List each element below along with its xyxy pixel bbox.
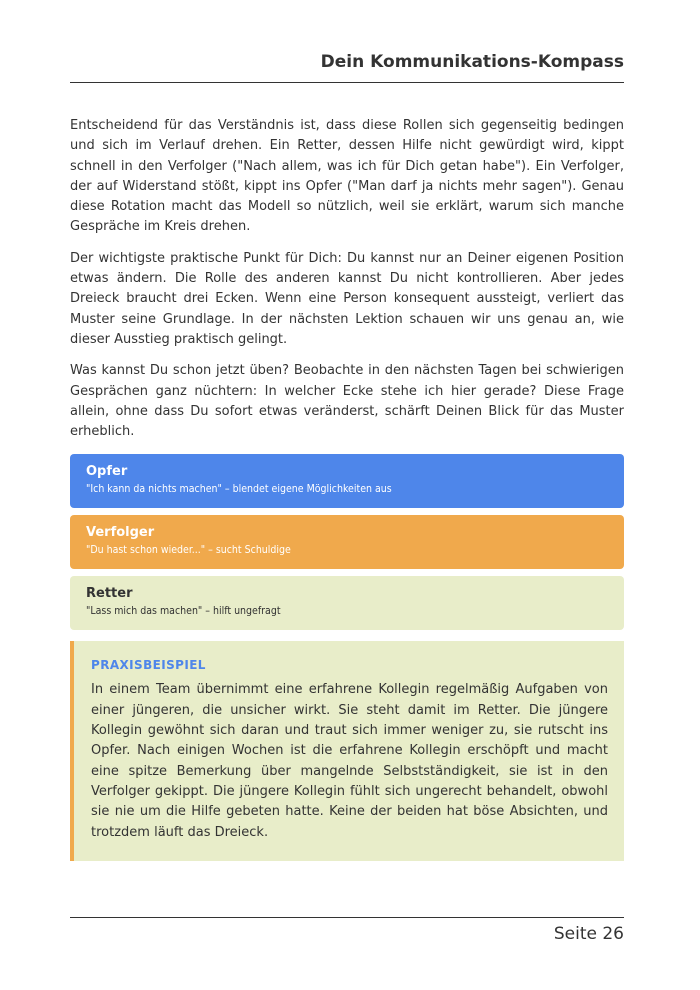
page-footer xyxy=(70,917,624,944)
body-paragraph: Der wichtigste praktische Punkt für Dich: Du kannst nur an Deiner eigenen Position etwas ändern. Die Rolle des anderen kannst Du nicht kontrollieren. Aber jedes Dreieck braucht drei Ecken. Wenn eine Person konsequent aussteigt, verliert das Muster seine Grundlage. In der nächsten Lektion schauen wir uns genau an, wie dieser Ausstieg praktisch gelingt. xyxy=(70,250,624,347)
role-description: "Lass mich das machen" – hilft ungefragt xyxy=(86,605,281,618)
role-card-retter xyxy=(70,576,624,630)
practice-label: PRAXISBEISPIEL xyxy=(91,658,206,673)
page-header xyxy=(70,50,624,83)
role-card-verfolger xyxy=(70,515,624,569)
page-number: Seite 26 xyxy=(553,924,624,944)
practice-text: In einem Team übernimmt eine erfahrene Kollegin regelmäßig Aufgaben von einer jüngeren, die unsicher wirkt. Sie steht damit im Retter. Die jüngere Kollegin gewöhnt sich daran und traut sich immer weniger zu, sie rutscht ins Opfer. Nach einigen Wochen ist die erfahrene Kollegin erschöpft und macht eine spitze Bemerkung über mangelnde Selbstständigkeit, sie ist in den Verfolger gekippt. Die jüngere Kollegin fühlt sich ungerecht behandelt, obwohl sie nie um die Hilfe gebeten hatte. Keine der beiden hat böse Absichten, und trotzdem läuft das Dreieck. xyxy=(91,682,608,840)
role-description: "Du hast schon wieder..." – sucht Schuldige xyxy=(86,544,291,557)
role-card-opfer xyxy=(70,454,624,508)
practice-example-box xyxy=(70,641,624,860)
document-title: Dein Kommunikations-Kompass xyxy=(320,52,624,72)
role-description: "Ich kann da nichts machen" – blendet eigene Möglichkeiten aus xyxy=(86,483,392,496)
page-content xyxy=(70,116,624,861)
body-paragraph: Was kannst Du schon jetzt üben? Beobachte in den nächsten Tagen bei schwierigen Gesprächen ganz nüchtern: In welcher Ecke stehe ich hier gerade? Diese Frage allein, ohne dass Du sofort etwas veränderst, schärft Deinen Blick für das Muster erheblich. xyxy=(70,363,624,440)
role-title: Opfer xyxy=(86,464,128,480)
role-title: Verfolger xyxy=(86,525,155,541)
body-paragraph: Entscheidend für das Verständnis ist, dass diese Rollen sich gegenseitig bedingen und sich im Verlauf drehen. Ein Retter, dessen Hilfe nicht gewürdigt wird, kippt schnell in den Verfolger ("Nach allem, was ich für Dich getan habe"). Ein Verfolger, der auf Widerstand stößt, kippt ins Opfer ("Man darf ja nichts mehr sagen"). Genau diese Rotation macht das Modell so nützlich, weil sie erklärt, warum sich manche Gespräche im Kreis drehen. xyxy=(70,118,624,235)
role-title: Retter xyxy=(86,586,133,602)
